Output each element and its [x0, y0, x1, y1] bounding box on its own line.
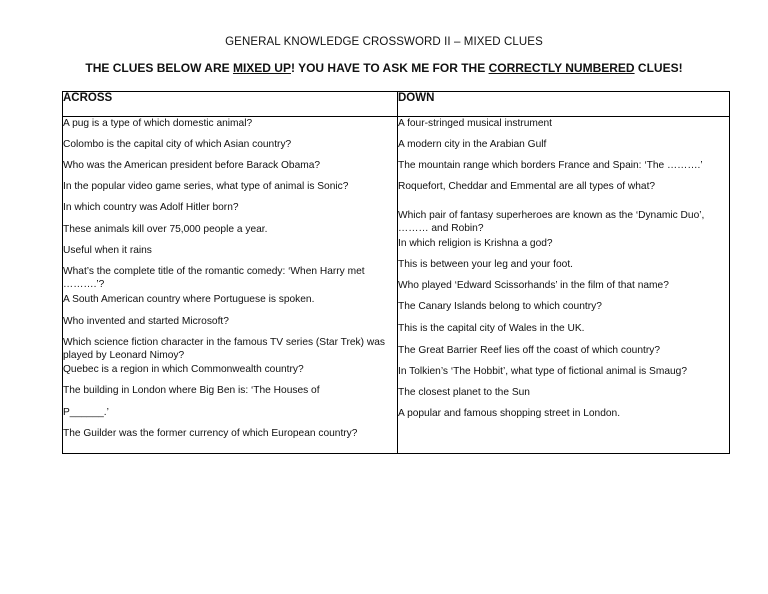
clues-header-row	[63, 92, 730, 117]
instructions-text-2: ! YOU HAVE TO ASK ME FOR THE	[290, 61, 489, 75]
down-clue: In Tolkien’s ‘The Hobbit’, what type of fictional animal is Smaug?	[398, 366, 687, 377]
across-clue: Quebec is a region in which Commonwealth country?	[63, 364, 304, 375]
across-clue: Who was the American president before Barack Obama?	[63, 160, 321, 171]
down-clue: The Great Barrier Reef lies off the coast of which country?	[398, 345, 660, 356]
down-clue: In which religion is Krishna a god?	[398, 238, 553, 249]
down-clues-cell	[398, 117, 730, 454]
across-clue: Which science fiction character in the famous TV series (Star Trek) was played by Leonard Nimoy?	[63, 337, 385, 361]
down-clue: This is the capital city of Wales in the UK.	[398, 323, 585, 334]
instructions-mixed-up: MIXED UP	[232, 61, 291, 75]
clues-table	[62, 91, 730, 454]
across-clue: Who invented and started Microsoft?	[63, 316, 229, 327]
instructions-text-3: CLUES!	[634, 61, 683, 75]
across-clue: The building in London where Big Ben is: ‘The Houses of	[63, 385, 320, 396]
instructions-text-1: THE CLUES BELOW ARE	[85, 61, 233, 75]
across-clue: In the popular video game series, what type of animal is Sonic?	[63, 181, 349, 192]
across-clue: The Guilder was the former currency of which European country?	[63, 428, 358, 439]
across-clue: What’s the complete title of the romantic comedy: ‘When Harry met ……….’?	[63, 266, 365, 290]
across-clue: In which country was Adolf Hitler born?	[63, 202, 239, 213]
across-clue: P______.’	[63, 407, 109, 418]
across-clue: A South American country where Portuguese is spoken.	[63, 294, 315, 305]
down-clue: The mountain range which borders France and Spain: ‘The ……….’	[398, 160, 703, 171]
across-clue: Colombo is the capital city of which Asian country?	[63, 139, 292, 150]
down-clue: Who played ‘Edward Scissorhands’ in the film of that name?	[398, 280, 669, 291]
down-clue: Which pair of fantasy superheroes are known as the ‘Dynamic Duo’, ……… and Robin?	[398, 210, 705, 234]
down-header: DOWN	[398, 92, 730, 117]
instructions-correctly-numbered: CORRECTLY NUMBERED	[488, 61, 635, 75]
across-header: ACROSS	[63, 92, 398, 117]
down-clue: The closest planet to the Sun	[398, 387, 530, 398]
across-clue: These animals kill over 75,000 people a year.	[63, 224, 268, 235]
instructions-heading	[0, 61, 768, 75]
down-clue: This is between your leg and your foot.	[398, 259, 573, 270]
down-clue: The Canary Islands belong to which country?	[398, 301, 602, 312]
across-clue: Useful when it rains	[63, 245, 152, 256]
down-clue: A popular and famous shopping street in London.	[398, 408, 621, 419]
clues-body-row	[63, 117, 730, 454]
across-clue: A pug is a type of which domestic animal?	[63, 118, 253, 129]
document-title: GENERAL KNOWLEDGE CROSSWORD II – MIXED CLUES	[225, 36, 543, 48]
down-clue: Roquefort, Cheddar and Emmental are all types of what?	[398, 181, 656, 192]
down-clue: A four-stringed musical instrument	[398, 118, 553, 129]
down-clue: A modern city in the Arabian Gulf	[398, 139, 547, 150]
across-clues-cell	[63, 117, 398, 454]
